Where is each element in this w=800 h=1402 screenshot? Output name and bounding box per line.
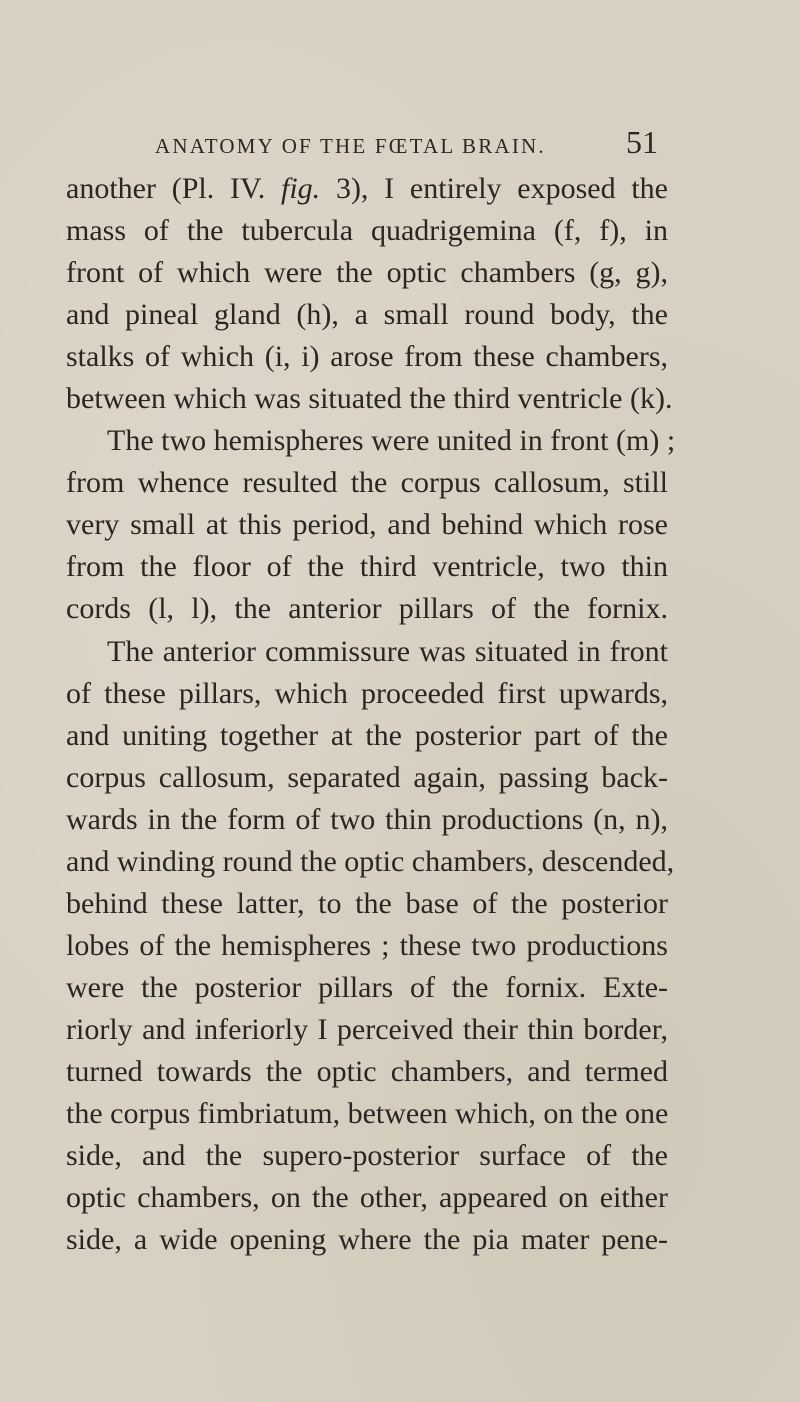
running-head: ANATOMY OF THE FŒTAL BRAIN. bbox=[155, 134, 546, 158]
text-line: cords (l, l), the anterior pillars of the fornix. bbox=[66, 592, 668, 626]
text-line: side, a wide opening where the pia mater pene- bbox=[66, 1223, 668, 1257]
text-line: corpus callosum, separated again, passing back- bbox=[66, 760, 668, 794]
text-line: and winding round the optic chambers, descended, bbox=[66, 844, 675, 878]
text-line: and pineal gland (h), a small round body, the bbox=[66, 298, 668, 332]
text-line: The two hemispheres were united in front (m) ; bbox=[107, 424, 676, 458]
text-line: side, and the supero-posterior surface of the bbox=[66, 1139, 668, 1173]
text-line: from the floor of the third ventricle, two thin bbox=[66, 550, 668, 584]
text-line: front of which were the optic chambers (g, g), bbox=[66, 256, 668, 290]
text-line: of these pillars, which proceeded first upwards, bbox=[66, 676, 668, 710]
text-line: another (Pl. IV. fig. 3), I entirely exposed the bbox=[66, 172, 668, 205]
text-line: optic chambers, on the other, appeared on either bbox=[66, 1181, 668, 1215]
text-line: very small at this period, and behind which rose bbox=[66, 508, 668, 542]
text-line: lobes of the hemispheres ; these two productions bbox=[66, 928, 668, 962]
text-line: were the posterior pillars of the fornix. Exte- bbox=[66, 970, 668, 1004]
text-line: The anterior commissure was situated in front bbox=[107, 634, 668, 668]
text-line: between which was situated the third ventricle (k). bbox=[66, 382, 673, 416]
text-line: turned towards the optic chambers, and termed bbox=[66, 1054, 668, 1088]
text-line: behind these latter, to the base of the posterior bbox=[66, 886, 668, 920]
body-text bbox=[66, 168, 676, 1261]
page-number: 51 bbox=[626, 124, 658, 160]
text-line: from whence resulted the corpus callosum, still bbox=[66, 466, 668, 500]
text-line: mass of the tubercula quadrigemina (f, f), in bbox=[66, 214, 668, 248]
text-line: and uniting together at the posterior part of the bbox=[66, 718, 668, 752]
text-line: stalks of which (i, i) arose from these chambers, bbox=[66, 340, 668, 374]
text-line: riorly and inferiorly I perceived their thin border, bbox=[66, 1012, 668, 1046]
text-line: wards in the form of two thin productions (n, n), bbox=[66, 802, 668, 836]
text-line: the corpus fimbriatum, between which, on the one bbox=[66, 1097, 669, 1131]
